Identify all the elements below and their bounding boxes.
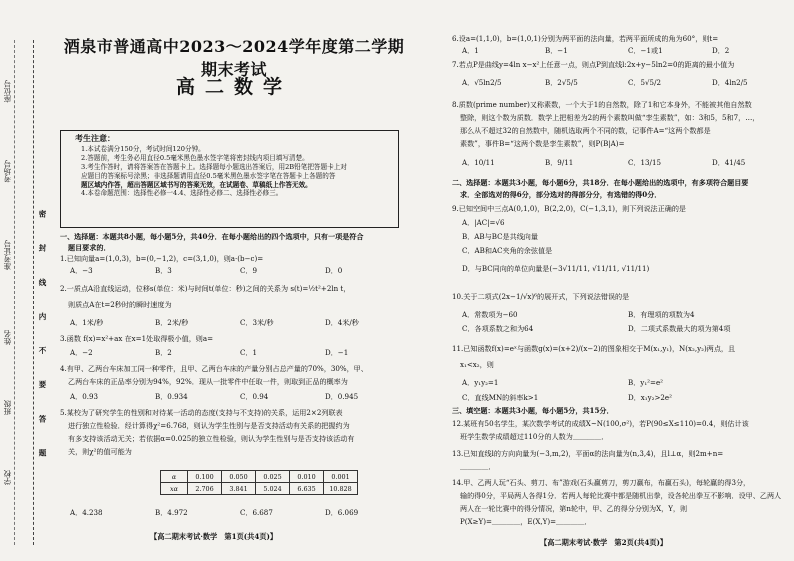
q10-option-a: A．常数项为−60 xyxy=(462,310,518,319)
section-3-heading: 三、填空题：本题共3小题，每小题5分，共15分． xyxy=(452,406,614,415)
q4-option-a: A．0.93 xyxy=(70,392,99,401)
question-5-cont: 进行独立性检验．经计算得χ²=6.768，则认为学生性别与是否支持活动有关系的把握约为 xyxy=(68,421,350,430)
seal-line xyxy=(33,40,34,545)
notice-line: 1.本试卷满分150分，考试时间120分钟。 xyxy=(81,145,205,153)
table-cell: 0.025 xyxy=(256,471,290,483)
question-13: 13.已知直线l的方向向量为(−3,m,2)，平面α的法向量为(n,3,4)，且l⊥α，则2m+n= xyxy=(452,449,724,458)
question-4-cont: 乙两台车床的正品率分别为94%，92%．现从一批零件中任取一件，则取到正品的概率为 xyxy=(68,377,348,386)
table-cell: 3.841 xyxy=(222,483,256,495)
table-cell: 0.050 xyxy=(222,471,256,483)
q11-option-a: A．y₁y₂=1 xyxy=(462,378,499,387)
notice-line: 2.答题前，考生务必用直径0.5毫米黑色墨水签字笔将密封线内项目填写清楚。 xyxy=(81,153,309,162)
q2-option-c: C．3米/秒 xyxy=(240,318,274,327)
exam-id-label: 准考证号 xyxy=(3,240,12,270)
section-2-heading-cont: 求．全部选对的得6分，部分选对的得部分分，有选错的得0分． xyxy=(460,190,662,199)
table-cell: 2.706 xyxy=(188,483,222,495)
q7-option-c: C．5√5/2 xyxy=(628,78,661,87)
footer-page-1: 【高二期末考试·数学 第1页(共4页)】 xyxy=(150,532,278,541)
q7-option-a: A．√5ln2/5 xyxy=(462,78,502,87)
q7-option-d: D．4ln2/5 xyxy=(712,78,748,87)
question-8-cont: 整除，则这个数为质数．数学上把相差为2的两个素数叫做“孪生素数”，如：3和5，5和7，…， xyxy=(460,113,760,122)
table-cell: 5.024 xyxy=(256,483,290,495)
q8-option-c: C．13/15 xyxy=(628,158,661,167)
seat-label: 座位号 xyxy=(3,80,12,103)
q6-option-b: B．−1 xyxy=(545,46,568,55)
question-10: 10.关于二项式(2x−1/√x)⁶的展开式，下列说法错误的是 xyxy=(452,292,630,301)
question-4: 4.有甲、乙两台车床加工同一种零件，且甲、乙两台车床的产量分别占总产量的70%，30%，甲、 xyxy=(60,364,368,373)
notice-line: 题区域内作答，超出答题区域书写的答案无效，在试题卷、草稿纸上作答无效。 xyxy=(81,180,312,189)
q11-option-b: B．y₁²=e² xyxy=(628,378,663,387)
q9-option-b: B．AB与BC是共线向量 xyxy=(462,232,538,241)
q2-option-d: D．4米/秒 xyxy=(325,318,359,327)
q1-option-b: B．3 xyxy=(155,266,172,275)
seal-strip xyxy=(0,0,48,561)
q1-option-c: C．9 xyxy=(240,266,258,275)
q10-option-c: C．各项系数之和为64 xyxy=(462,324,534,333)
notice-line: 4.本卷命题范围：选择性必修一4.4、选择性必修二、选择性必修三。 xyxy=(81,189,283,198)
q9-option-d: D．与BC同向的单位向量是(−3√11/11, √11/11, √11/11) xyxy=(462,264,650,273)
seal-line-outer xyxy=(14,40,15,545)
question-14: 14.甲、乙两人玩“石头、剪刀、布”游戏(石头赢剪刀，剪刀赢布，布赢石头)，每轮赢的得3分， xyxy=(452,478,751,487)
question-12: 12.某班有50名学生，某次数学考试的成绩X~N(100,σ²)，若P(90≤X≤110)=0.4，则估计该 xyxy=(452,419,749,428)
question-12-cont: 班学生数学成绩超过110分的人数为＿＿＿＿． xyxy=(460,432,609,441)
notice-box xyxy=(60,130,399,228)
q8-option-a: A．10/11 xyxy=(462,158,495,167)
question-14-cont: 输的得0分，平局两人各得1分．若两人每轮比赛中都是随机出拳，设各轮出拳互不影响．设甲、乙两人 xyxy=(460,491,782,500)
room-label: 考场号 xyxy=(3,160,12,183)
q1-option-a: A．−3 xyxy=(70,266,93,275)
q8-option-b: B．9/11 xyxy=(545,158,574,167)
q10-option-b: B．有理项的项数为4 xyxy=(628,310,695,319)
question-13-cont: ＿＿＿＿． xyxy=(460,462,496,471)
q3-option-b: B．2 xyxy=(155,348,172,357)
question-3: 3.函数 f(x)=x²+ax 在x=1处取得极小值，则a= xyxy=(60,334,214,343)
q3-option-d: D．−1 xyxy=(325,348,349,357)
chi-square-table xyxy=(160,470,358,495)
footer-page-2: 【高二期末考试·数学 第2页(共4页)】 xyxy=(540,538,668,547)
q9-option-c: C．AB和AC夹角的余弦值是 xyxy=(462,246,553,255)
q3-option-c: C．1 xyxy=(240,348,258,357)
q6-option-a: A．1 xyxy=(462,46,479,55)
q11-option-d: D．x₁y₂>2e² xyxy=(628,393,672,402)
question-8-cont3: 素数”，事件B=“这两个数是孪生素数”，则P(B|A)= xyxy=(460,139,625,148)
q7-option-b: B．2√5/5 xyxy=(545,78,578,87)
question-5: 5.某校为了研究学生的性别和对待某一活动的态度(支持与不支持)的关系，运用2×2列联表 xyxy=(60,408,343,417)
q2-option-a: A．1米/秒 xyxy=(70,318,104,327)
q1-option-d: D．0 xyxy=(325,266,343,275)
q9-option-a: A．|AC|=√6 xyxy=(462,218,505,227)
table-row xyxy=(161,483,358,495)
section-1-heading: 一、选择题：本题共8小题，每小题5分，共40分．在每小题给出的四个选项中，只有一项是符合 xyxy=(60,232,364,241)
section-2-heading: 二、选择题：本题共3小题，每小题6分，共18分．在每小题给出的选项中，有多项符合题目要 xyxy=(452,178,749,187)
question-7: 7.若点P是曲线y=4ln x−x²上任意一点，则点P到直线l:2x+y−5ln2=0的距离的最小值为 xyxy=(452,60,735,69)
question-8: 8.质数(prime number)又称素数，一个大于1的自然数，除了1和它本身外，不能被其他自然数 xyxy=(452,100,752,109)
table-cell: 0.010 xyxy=(290,471,324,483)
section-1-heading-cont: 题目要求的． xyxy=(68,243,111,252)
q5-option-c: C．6.687 xyxy=(240,508,273,517)
q6-option-d: D．2 xyxy=(712,46,730,55)
table-row xyxy=(161,471,358,483)
q3-option-a: A．−2 xyxy=(70,348,93,357)
notice-line: 3.考生作答时，请将答案答在答题卡上。选择题每小题选出答案后，用2B铅笔把答题卡上对 xyxy=(81,162,347,171)
q4-option-d: D．0.945 xyxy=(325,392,359,401)
table-cell: xα xyxy=(161,483,188,495)
question-11-cont: x₁<x₂，则 xyxy=(460,360,494,369)
q8-option-d: D．41/45 xyxy=(712,158,746,167)
question-9: 9.已知空间中三点A(0,1,0)，B(2,2,0)，C(−1,3,1)，则下列说法正确的是 xyxy=(452,204,687,213)
q11-option-c: C．直线MN的斜率k>1 xyxy=(462,393,539,402)
subject-title: 高二数学 xyxy=(175,76,292,98)
table-cell: 6.635 xyxy=(290,483,324,495)
class-label: 班级 xyxy=(3,400,12,415)
question-11: 11.已知函数f(x)=eˣ与函数g(x)=(x+2)/(x−2)的图象相交于M(x₁,y₁)，N(x₂,y₂)两点，且 xyxy=(452,344,736,353)
table-cell: 0.100 xyxy=(188,471,222,483)
question-5-cont3: 关，则χ²的值可能为 xyxy=(68,447,132,456)
notice-line: 应题目的答案标号涂黑；非选择题请用直径0.5毫米黑色墨水签字笔在答题卡上各题的答 xyxy=(81,171,336,180)
question-2-cont: 则质点A在t=2秒时的瞬时速度为 xyxy=(68,300,172,309)
seal-text: 密 封 线 内 不 要 答 题 xyxy=(38,210,47,469)
notice-heading: 考生注意： xyxy=(75,133,115,143)
table-cell: 10.828 xyxy=(324,483,358,495)
table-cell: α xyxy=(161,471,188,483)
table-cell: 0.001 xyxy=(324,471,358,483)
q5-option-a: A．4.238 xyxy=(70,508,103,517)
q6-option-c: C．−1或1 xyxy=(628,46,663,55)
question-8-cont2: 那么从不超过32的自然数中，随机选取两个不同的数，记事件A=“这两个数都是 xyxy=(460,126,711,135)
question-1: 1.已知向量a=(1,0,3)，b=(0,−1,2)，c=(3,1,0)，则a·(b−c)= xyxy=(60,254,264,263)
school-label: 学校 xyxy=(3,470,12,485)
q4-option-c: C．0.94 xyxy=(240,392,269,401)
question-14-cont3: P(X≥Y)=＿＿＿＿，E(X,Y)=＿＿＿＿． xyxy=(460,517,592,526)
question-5-cont2: 有多支持该活动无关；若依据α=0.025的独立性检验，则认为学生性别与是否支持该活动有 xyxy=(68,434,355,443)
name-label: 姓名 xyxy=(3,330,12,345)
question-2: 2.一质点A沿直线运动，位移s(单位：米)与时间t(单位：秒)之间的关系为 s(t)=½t²+2ln t， xyxy=(60,284,351,293)
question-6: 6.设a=(1,1,0)，b=(1,0,1)分别为两平面的法向量，若两平面所成的角为60°，则t= xyxy=(452,34,719,43)
q10-option-d: D．二项式系数最大的项为第4项 xyxy=(628,324,731,333)
exam-title: 酒泉市普通高中2023～2024学年度第二学期期末考试 xyxy=(63,37,405,79)
q4-option-b: B．0.934 xyxy=(155,392,188,401)
q2-option-b: B．2米/秒 xyxy=(155,318,189,327)
question-14-cont2: 两人在一轮比赛中的得分情况，第n轮中，甲、乙的得分分别为X，Y，则 xyxy=(460,504,688,513)
q5-option-d: D．6.069 xyxy=(325,508,359,517)
q5-option-b: B．4.972 xyxy=(155,508,188,517)
